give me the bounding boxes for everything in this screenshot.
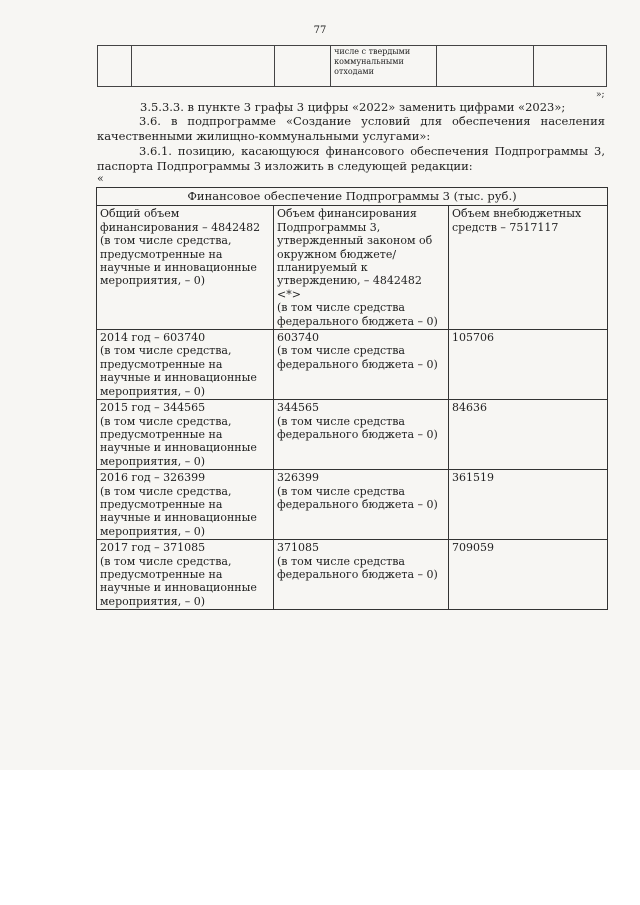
table-caption: Финансовое обеспечение Подпрограммы 3 (тыс. руб.) [97, 188, 608, 206]
row-main: 344565 [277, 401, 319, 415]
row-main: 2016 год – 326399 [100, 471, 206, 485]
row-cell-budget [274, 540, 449, 610]
table-row [97, 330, 608, 400]
table-row [97, 540, 608, 610]
row-sub: (в том числе средства федерального бюджета – 0) [277, 554, 438, 581]
header-main: Объем внебюджетных средств – 7517117 [452, 207, 582, 234]
table-header-row [97, 206, 608, 330]
row-main: 2017 год – 371085 [100, 541, 206, 555]
table-cell-line: числе с твердыми [334, 47, 411, 56]
paragraph-3-5-3-3: 3.5.3.3. в пункте 3 графы 3 цифры «2022» заменить цифрами «2023»; [140, 100, 566, 114]
opening-quote: « [97, 172, 104, 185]
table-cell [132, 46, 275, 87]
row-cell-offbudget: 84636 [449, 400, 608, 470]
header-main: Общий объем финансирования – 4842482 [100, 207, 261, 234]
page-number: 77 [313, 25, 327, 36]
financing-table [96, 187, 608, 610]
row-sub: (в том числе средства, предусмотренные на научные и инновационные мероприятия, – 0) [100, 484, 257, 538]
header-cell-offbudget [449, 206, 608, 330]
header-sub: (в том числе средства, предусмотренные на научные и инновационные мероприятия, – 0) [100, 234, 257, 288]
row-cell-offbudget: 105706 [449, 330, 608, 400]
row-sub: (в том числе средства федерального бюджета – 0) [277, 344, 438, 371]
header-sub: (в том числе средства федерального бюджета – 0) [277, 301, 438, 328]
row-cell-offbudget: 709059 [449, 540, 608, 610]
row-cell-budget [274, 400, 449, 470]
table-cell-line: коммунальными [334, 57, 404, 66]
row-main: 2015 год – 344565 [100, 401, 206, 415]
table-cell-text [331, 46, 437, 87]
closing-quote: »; [596, 90, 605, 100]
row-sub: (в том числе средства, предусмотренные на научные и инновационные мероприятия, – 0) [100, 344, 257, 398]
row-sub: (в том числе средства федерального бюджета – 0) [277, 414, 438, 441]
row-main: 326399 [277, 471, 319, 485]
row-cell-budget [274, 330, 449, 400]
table-cell [437, 46, 534, 87]
row-main: 371085 [277, 541, 319, 555]
row-sub: (в том числе средства, предусмотренные на научные и инновационные мероприятия, – 0) [100, 414, 257, 468]
row-main: 603740 [277, 331, 319, 345]
row-sub: (в том числе средства, предусмотренные на научные и инновационные мероприятия, – 0) [100, 554, 257, 608]
table-cell [533, 46, 606, 87]
paragraph-3-6-1: 3.6.1. позицию, касающуюся финансового обеспечения Подпрограммы 3, паспорта Подпрограммы 3 изложить в следующей редакции: [97, 144, 605, 173]
table-row [97, 470, 608, 540]
header-main: Объем финансирования Подпрограммы 3, утвержденный законом об окружном бюджете/планируемый к утверждению, – 4842482 <*> [277, 207, 433, 301]
row-cell-year [97, 330, 274, 400]
continued-table [97, 45, 607, 87]
row-sub: (в том числе средства федерального бюджета – 0) [277, 484, 438, 511]
header-cell-total [97, 206, 274, 330]
table-row [97, 400, 608, 470]
header-cell-budget [274, 206, 449, 330]
row-cell-year [97, 470, 274, 540]
table-cell-line: отходами [334, 67, 374, 76]
row-cell-offbudget: 361519 [449, 470, 608, 540]
row-cell-budget [274, 470, 449, 540]
row-main: 2014 год – 603740 [100, 331, 206, 345]
table-cell [98, 46, 132, 87]
row-cell-year [97, 400, 274, 470]
paragraph-3-6: 3.6. в подпрограмме «Создание условий для обеспечения населения качественными жилищно-коммунальными услугами»: [97, 114, 605, 143]
table-cell [275, 46, 331, 87]
row-cell-year [97, 540, 274, 610]
